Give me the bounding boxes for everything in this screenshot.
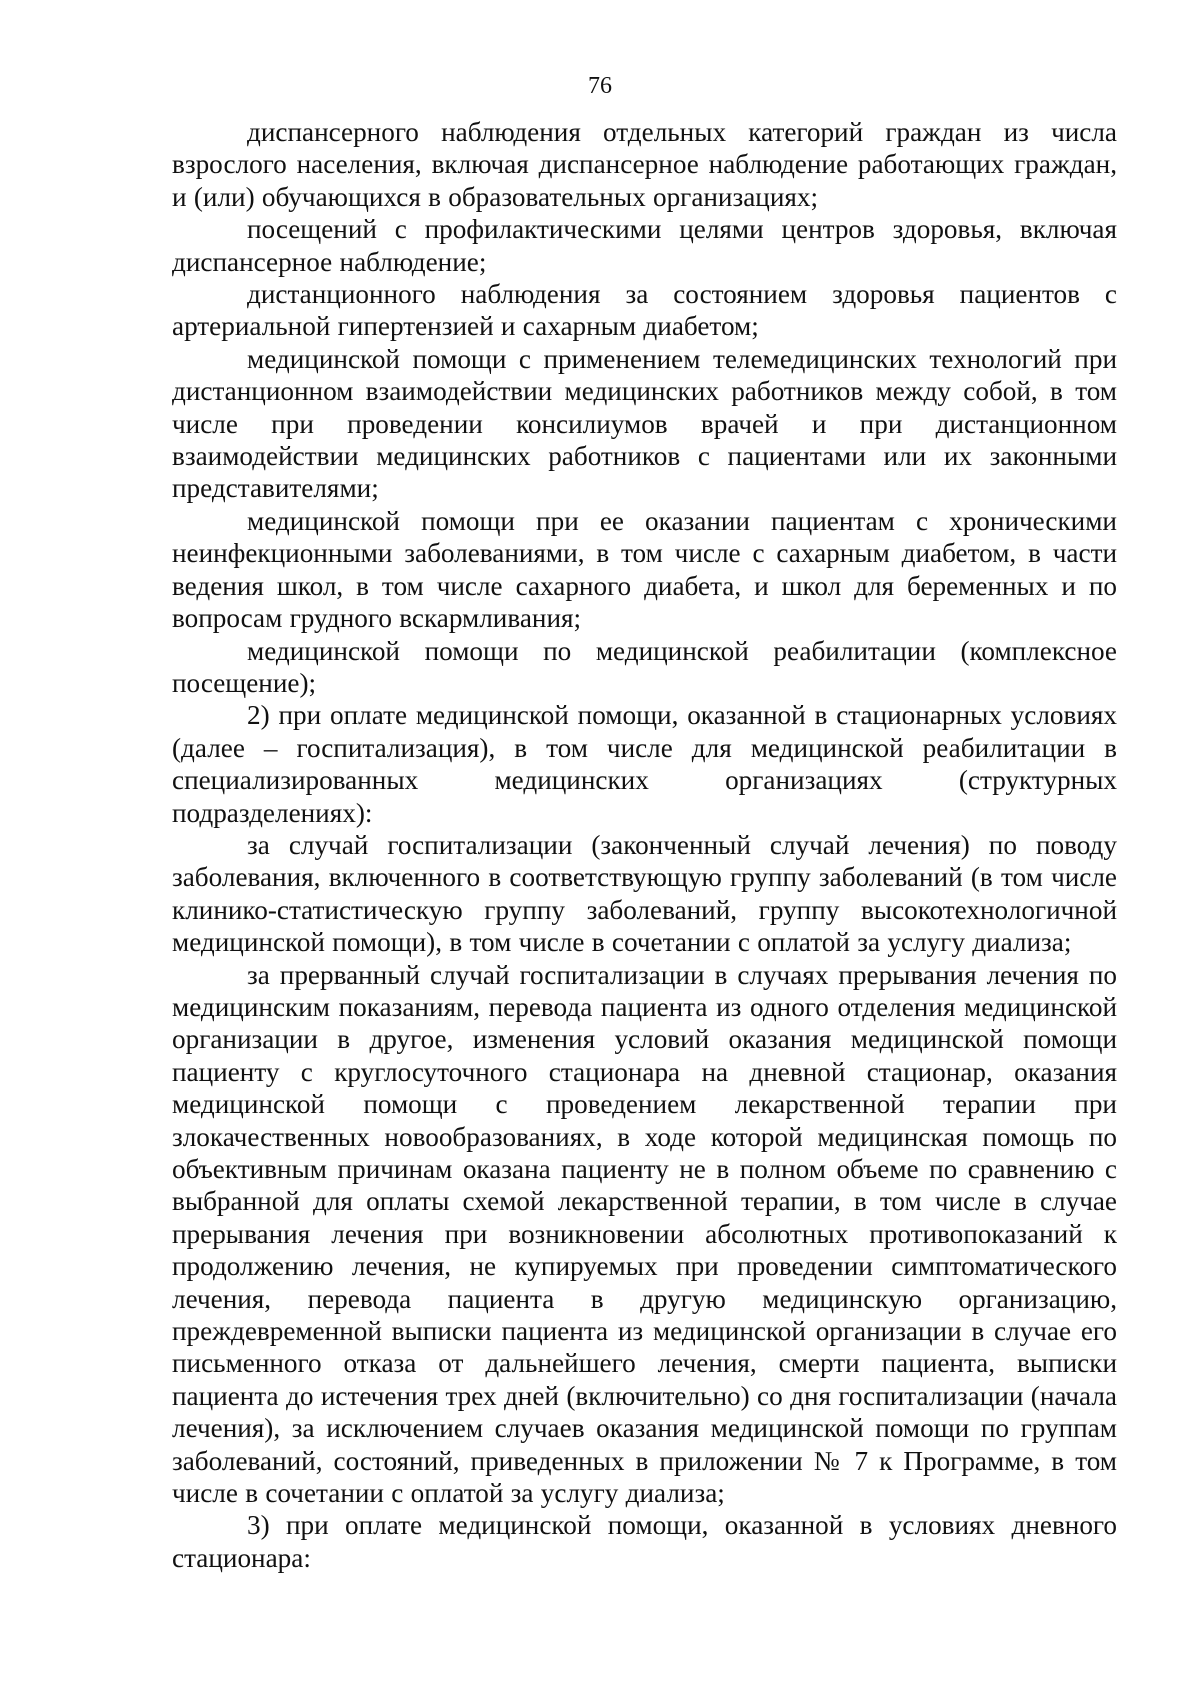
paragraph: за прерванный случай госпитализации в случаях прерывания лечения по медицинским показаниям, перевода пациента из одного отделения медицинской организации в другое, изменения условий оказания медицинской помощи пациенту с круглосуточного стационара на дневной стационар, оказания медицинской помощи с проведением лекарственной терапии при злокачественных новообразованиях, в ходе которой медицинская помощь по объективным причинам оказана пациенту не в полном объеме по сравнению с выбранной для оплаты схемой лекарственной терапии, в том числе в случае прерывания лечения при возникновении абсолютных противопоказаний к продолжению лечения, не купируемых при проведении симптоматического лечения, перевода пациента в другую медицинскую организацию, преждевременной выписки пациента из медицинской организации в случае его письменного отказа от дальнейшего лечения, смерти пациента, выписки пациента до истечения трех дней (включительно) со дня госпитализации (начала лечения), за исключением случаев оказания медицинской помощи по группам заболеваний, состояний, приведенных в приложении № 7 к Программе, в том числе в сочетании с оплатой за услугу диализа; xyxy=(172,959,1117,1509)
paragraph: медицинской помощи с применением телемедицинских технологий при дистанционном взаимодействии медицинских работников между собой, в том числе при проведении консилиумов врачей и при дистанционном взаимодействии медицинских работников с пациентами или их законными представителями; xyxy=(172,343,1117,504)
paragraph: за случай госпитализации (законченный случай лечения) по поводу заболевания, включенного в соответствующую группу заболеваний (в том числе клинико-статистическую группу заболеваний, группу высокотехнологичной медицинской помощи), в том числе в сочетании с оплатой за услугу диализа; xyxy=(172,829,1117,958)
paragraph: диспансерного наблюдения отдельных категорий граждан из числа взрослого населения, включая диспансерное наблюдение работающих граждан, и (или) обучающихся в образовательных организациях; xyxy=(172,117,1117,212)
paragraph: посещений с профилактическими целями центров здоровья, включая диспансерное наблюдение; xyxy=(172,214,1117,277)
paragraph: медицинской помощи по медицинской реабилитации (комплексное посещение); xyxy=(172,635,1117,698)
paragraph: медицинской помощи при ее оказании пациентам с хроническими неинфекционными заболеваниями, в том числе с сахарным диабетом, в части ведения школ, в том числе сахарного диабета, и школ для беременных и по вопросам грудного вскармливания; xyxy=(172,505,1117,634)
paragraph: 3) при оплате медицинской помощи, оказанной в условиях дневного стационара: xyxy=(172,1510,1117,1573)
paragraph: дистанционного наблюдения за состоянием здоровья пациентов с артериальной гипертензией и сахарным диабетом; xyxy=(172,279,1117,342)
page-number: 76 xyxy=(588,73,612,99)
document-body xyxy=(172,116,1117,1574)
paragraph: 2) при оплате медицинской помощи, оказанной в стационарных условиях (далее – госпитализация), в том числе для медицинской реабилитации в специализированных медицинских организациях (структурных подразделениях): xyxy=(172,700,1117,828)
